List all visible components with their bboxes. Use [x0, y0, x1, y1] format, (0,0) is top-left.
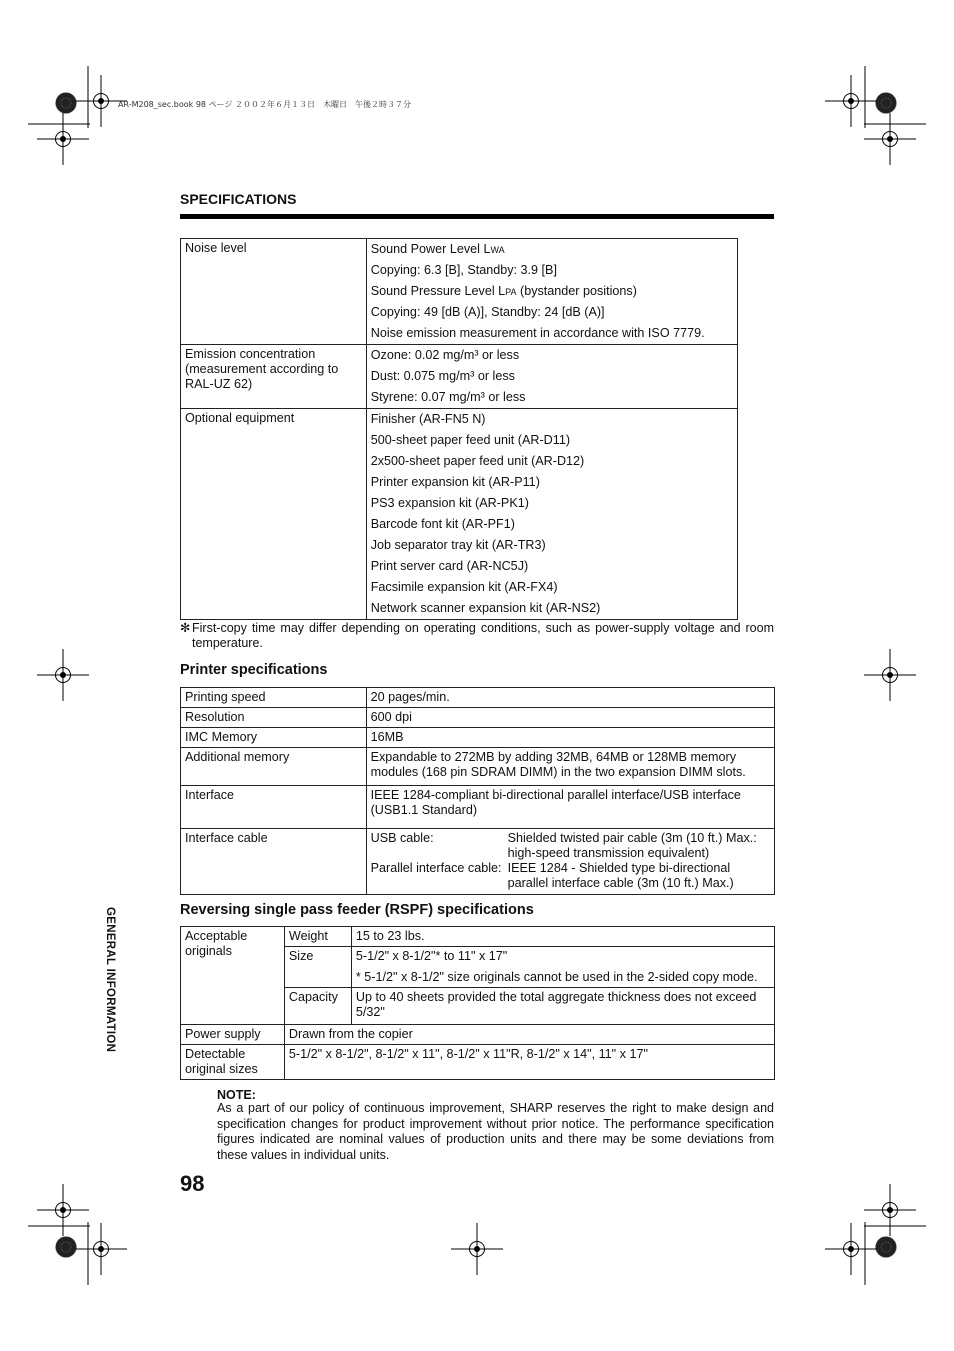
rspf-spec-heading: Reversing single pass feeder (RSPF) specifications — [180, 902, 534, 918]
print-slug: AR-M208_sec.book 98 ページ ２００２年６月１３日 木曜日 午後２時３７分 — [118, 100, 411, 109]
interface-cable-grid: USB cable: Shielded twisted pair cable (3m (10 ft.) Max.: high-speed transmission equivalent) Parallel interface cable: IEEE 1284 - Shielded type bi-directional parallel interface cable (3m (10 ft.) Max.) — [370, 831, 757, 890]
printer-spec-heading: Printer specifications — [180, 662, 328, 678]
table-row: Interface IEEE 1284-compliant bi-directional parallel interface/USB interface (USB1.1 Standard) — [181, 786, 775, 829]
general-spec-table — [180, 238, 738, 620]
rspf-spec-table — [180, 926, 775, 1080]
table-row: Interface cable USB cable: Shielded twisted pair cable (3m (10 ft.) Max.: high-speed transmission equivalent) Parallel interface cable: IEEE 1284 - Shielded type bi-directional parallel interface cable (3m (10 ft.) Max.) — [181, 829, 775, 895]
section-title: SPECIFICATIONS — [180, 191, 297, 207]
table-row: IMC Memory 16MB — [181, 728, 775, 748]
footnote-mark: ✻ — [180, 621, 191, 635]
side-tab-label: GENERAL INFORMATION — [104, 907, 116, 1053]
table-row — [181, 239, 738, 345]
noise-label: Noise level — [181, 239, 367, 345]
note-body: As a part of our policy of continuous improvement, SHARP reserves the right to make design and specification changes for product improvement without prior notice. The performance specification figures indicated are nominal values of production units and there may be some deviations from these values in individual units. — [217, 1101, 774, 1162]
table-row: Acceptable originals Weight 15 to 23 lbs. — [181, 927, 775, 947]
table-row: Printing speed 20 pages/min. — [181, 688, 775, 708]
table-row — [181, 409, 738, 620]
table-row: Resolution 600 dpi — [181, 708, 775, 728]
noise-values: Sound Power Level LWA Copying: 6.3 [B], Standby: 3.9 [B] Sound Pressure Level LPA (bystander positions) Copying: 49 [dB (A)], Standby: 24 [dB (A)] Noise emission measurement in accordance with ISO 7779. — [366, 239, 737, 345]
table-row: Detectable original sizes 5-1/2" x 8-1/2", 8-1/2" x 11", 8-1/2" x 11"R, 8-1/2" x 14", 11" x 17" — [181, 1045, 775, 1080]
table-row: Additional memory Expandable to 272MB by adding 32MB, 64MB or 128MB memory modules (168 pin SDRAM DIMM) in the two expansion DIMM slots. — [181, 748, 775, 786]
table-row — [181, 345, 738, 409]
section-rule — [180, 214, 774, 219]
emission-label: Emission concentration (measurement according to RAL-UZ 62) — [181, 345, 367, 409]
printer-spec-table — [180, 687, 775, 895]
table-row: Capacity Up to 40 sheets provided the total aggregate thickness does not exceed 5/32" — [181, 988, 775, 1025]
first-copy-footnote: ✻ First-copy time may differ depending on operating conditions, such as power-supply voltage and room temperature. — [180, 621, 774, 650]
table-row: Size 5-1/2" x 8-1/2"* to 11" x 17" * 5-1/2" x 8-1/2" size originals cannot be used in the 2-sided copy mode. — [181, 947, 775, 988]
note-heading: NOTE: — [217, 1088, 256, 1102]
table-row: Power supply Drawn from the copier — [181, 1025, 775, 1045]
optional-label: Optional equipment — [181, 409, 367, 620]
optional-values: Finisher (AR-FN5 N) 500-sheet paper feed unit (AR-D11) 2x500-sheet paper feed unit (AR-D12) Printer expansion kit (AR-P11) PS3 expansion kit (AR-PK1) Barcode font kit (AR-PF1) Job separator tray kit (AR-TR3) Print server card (AR-NC5J) Facsimile expansion kit (AR-FX4) Network scanner expansion kit (AR-NS2) — [366, 409, 737, 620]
page-number: 98 — [180, 1171, 205, 1196]
emission-values: Ozone: 0.02 mg/m³ or less Dust: 0.075 mg/m³ or less Styrene: 0.07 mg/m³ or less — [366, 345, 737, 409]
